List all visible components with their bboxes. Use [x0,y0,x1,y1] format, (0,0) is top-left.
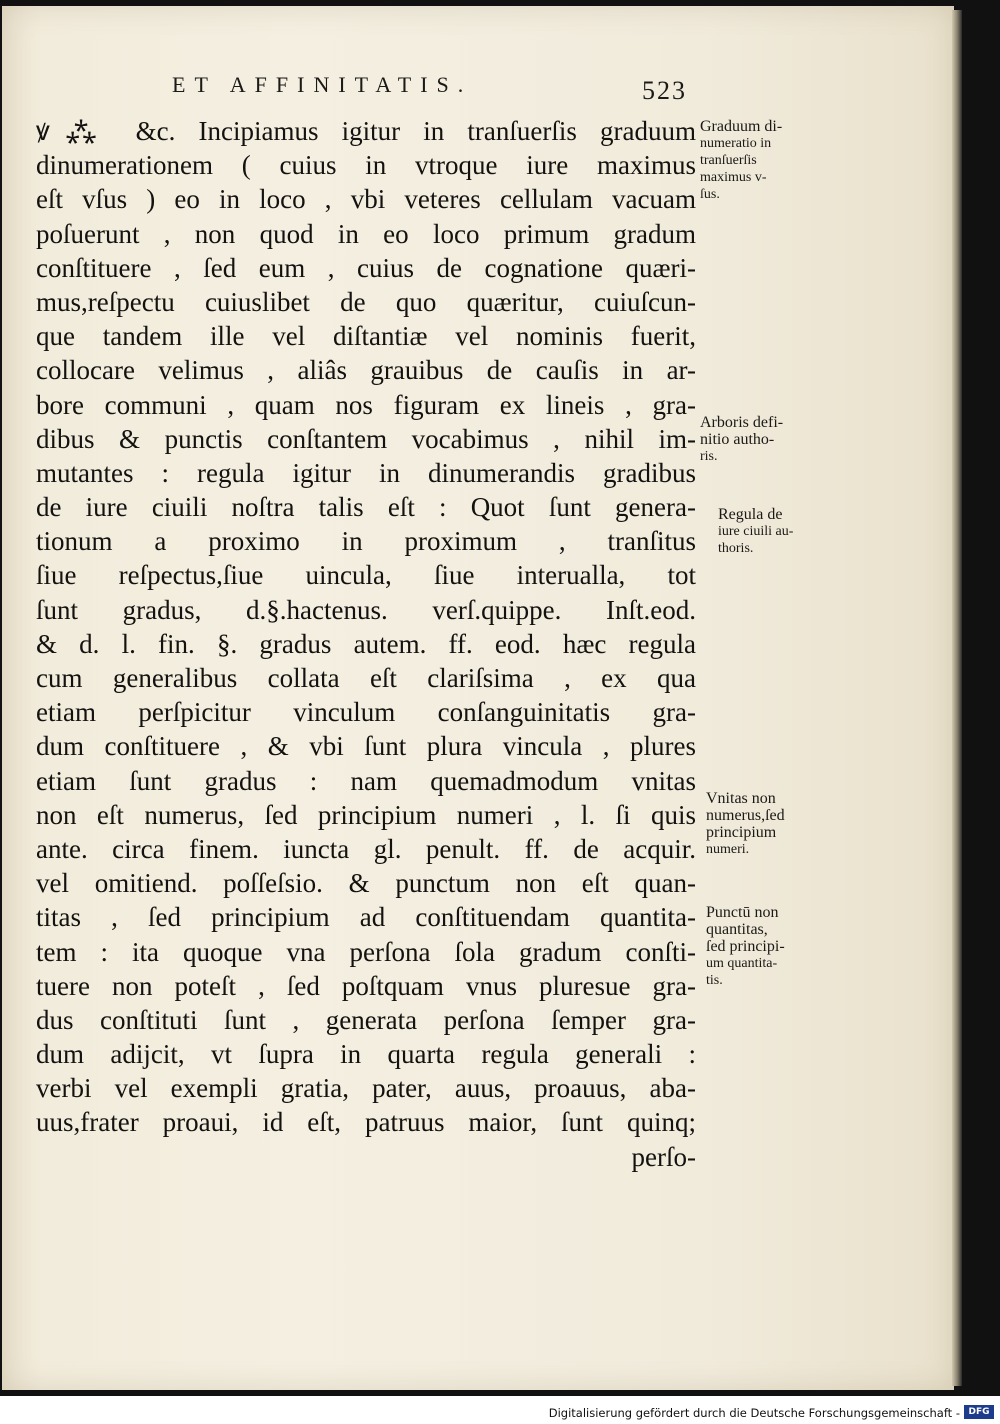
text-line: dibus & punctis conſtantem vocabimus , nihil im- [36,423,696,454]
text-line: dus conſtituti ſunt , generata perſona ſemper gra- [36,1004,696,1035]
margin-note-arboris [700,414,820,465]
dfg-logo: DFG [964,1405,994,1419]
margin-note-graduum [700,118,820,203]
text-line: conſtituere , ſed eum , cuius de cognatione quæri- [36,252,696,283]
margin-note-line: um quantita- [706,956,778,971]
margin-note-line: Arboris defi- [700,414,784,431]
text-line: dinumerationem ( cuius in vtroque iure maximus [36,150,696,181]
margin-note-line: tis. [706,973,723,988]
text-line: tem : ita quoque vna perſona ſola gradum conſti- [36,936,696,967]
page-edge [952,10,962,1386]
text-line: ꝟ⁂ &c. Incipiamus igitur in tranſuerſis graduum [36,116,696,146]
text-line: eſt vſus ) eo in loco , vbi veteres cellulam vacuam [36,184,696,215]
text-line: verbi vel exempli gratia, pater, auus, proauus, aba- [36,1073,696,1104]
text-line: que tandem ille vel diſtantiæ vel nominis fuerit, [36,321,696,352]
text-line: etiam perſpicitur vinculum conſanguinitatis gra- [36,697,696,728]
text-line: dum adijcit, vt ſupra in quarta regula generali : [36,1039,696,1070]
margin-note-line: Graduum di- [700,118,783,135]
margin-note-line: nitio autho- [700,431,775,448]
text-line: mutantes : regula igitur in dinumerandis gradibus [36,457,696,488]
body-text-block [36,114,696,1174]
text-line: titas , ſed principium ad conſtituendam quantita- [36,902,696,933]
text-line: etiam ſunt gradus : nam quemadmodum vnitas [36,765,696,796]
margin-note-line: ris. [700,449,718,464]
margin-note-line: maximus v- [700,170,767,185]
page-number: 523 [642,76,687,105]
text-line: non eſt numerus, ſed principium numeri , l. ſi quis [36,799,696,830]
catchword: perſo- [631,1141,696,1172]
margin-note-line: iure ciuili au- [718,524,794,539]
margin-note-vnitas [706,790,826,858]
margin-note-line: numerus,ſed [706,807,785,824]
text-line: poſuerunt , non quod in eo loco primum gradum [36,218,696,249]
text-line: tionum a proximo in proximum , tranſitus [36,526,696,557]
text-line: de iure ciuili noſtra talis eſt : Quot ſunt genera- [36,492,696,523]
margin-note-line: quantitas, [706,921,768,938]
text-line: ante. circa finem. iuncta gl. penult. ff. de acquir. [36,833,696,864]
margin-note-line: Punctū non [706,904,779,921]
margin-note-line: tranſuerſis [700,153,757,168]
text-line: vel omitiend. poſſeſsio. & punctum non eſt quan- [36,868,696,899]
margin-note-line: thoris. [718,541,754,556]
margin-note-line: ſed principi- [706,938,785,955]
margin-note-line: numeratio in [700,136,772,151]
text-line: dum conſtituere , & vbi ſunt plura vincula , plures [36,731,696,762]
margin-note-line: principium [706,824,777,841]
text-line: mus,reſpectu cuiuslibet de quo quæritur, cuiuſcun- [36,286,696,317]
margin-note-line: Vnitas non [706,790,776,807]
margin-note-line: ſus. [700,187,720,202]
text-line: ſunt gradus, d.§.hactenus. verſ.quippe. Inſt.eod. [36,594,696,625]
text-line: cum generalibus collata eſt clariſsima , ex qua [36,663,696,693]
margin-note-line: numeri. [706,842,750,857]
text-line: bore communi , quam nos figuram ex lineis , gra- [36,389,696,420]
text-line: & d. l. fin. §. gradus autem. ff. eod. hæc regula [36,628,696,659]
text-line: ſiue reſpectus,ſiue uincula, ſiue interualla, tot [36,560,696,591]
running-head: ET AFFINITATIS. [172,72,473,97]
margin-note-regula [718,506,838,557]
text-line: collocare velimus , aliâs grauibus de cauſis in ar- [36,355,696,386]
digitization-credit: Digitalisierung gefördert durch die Deutsche Forschungsgemeinschaft - [548,1406,960,1420]
margin-note-punctum [706,904,826,989]
margin-note-line: Regula de [718,506,783,523]
text-line: uus,frater proaui, id eſt, patruus maior, ſunt quinq; [36,1107,696,1138]
text-line: tuere non poteſt , ſed poſtquam vnus pluresue gra- [36,970,696,1001]
